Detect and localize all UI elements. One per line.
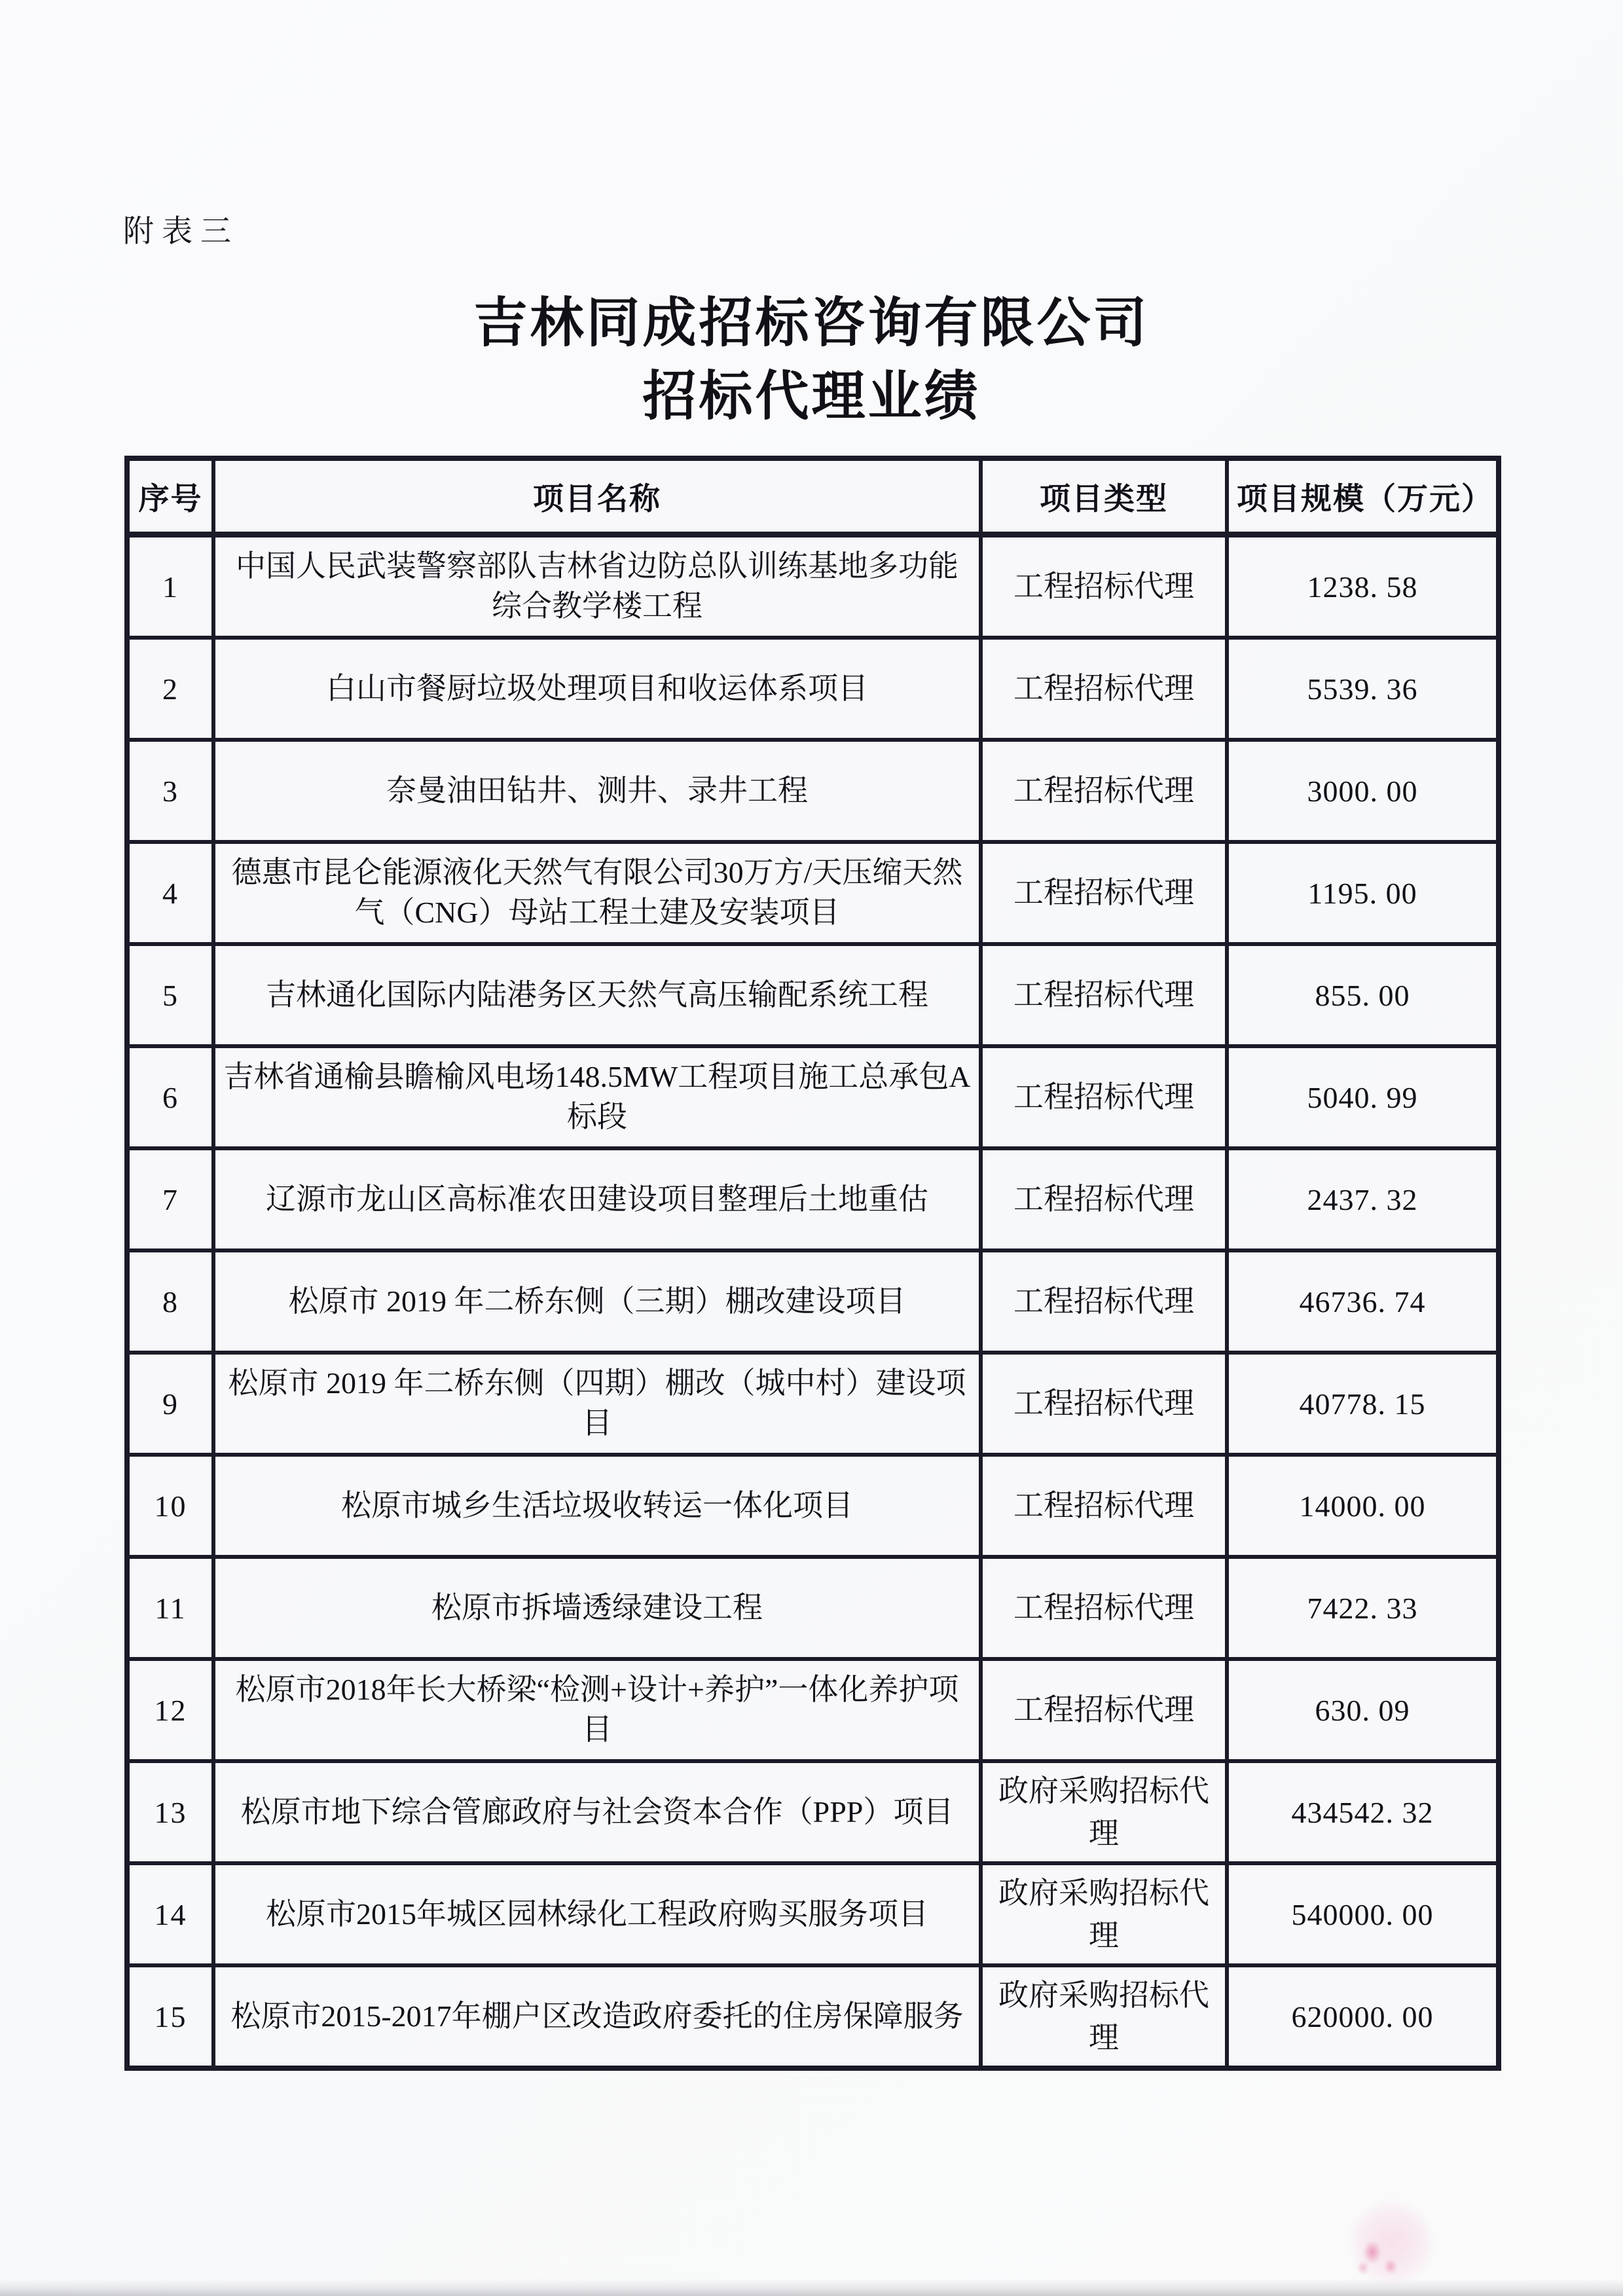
cell-project-name: 吉林通化国际内陆港务区天然气高压输配系统工程	[213, 944, 981, 1046]
cell-index: 3	[127, 740, 213, 842]
cell-project-type: 工程招标代理	[981, 842, 1227, 944]
cell-project-scale: 14000. 00	[1227, 1455, 1499, 1557]
cell-project-name: 松原市2015年城区园林绿化工程政府购买服务项目	[213, 1863, 981, 1965]
cell-project-type: 工程招标代理	[981, 1557, 1227, 1659]
column-header-index: 序号	[127, 458, 213, 535]
cell-project-scale: 434542. 32	[1227, 1761, 1499, 1863]
cell-project-type: 工程招标代理	[981, 1455, 1227, 1557]
cell-project-scale: 1238. 58	[1227, 535, 1499, 638]
cell-index: 5	[127, 944, 213, 1046]
table-header-row	[127, 458, 1499, 535]
cell-project-type: 工程招标代理	[981, 1659, 1227, 1761]
cell-project-type: 工程招标代理	[981, 1250, 1227, 1353]
table-row	[127, 1557, 1499, 1659]
table-body	[127, 535, 1499, 2069]
column-header-project-scale: 项目规模（万元）	[1227, 458, 1499, 535]
attachment-label: 附表三	[123, 215, 239, 249]
table-row	[127, 1965, 1499, 2068]
cell-project-name: 松原市 2019 年二桥东侧（四期）棚改（城中村）建设项目	[213, 1353, 981, 1455]
cell-project-scale: 540000. 00	[1227, 1863, 1499, 1965]
cell-project-scale: 620000. 00	[1227, 1965, 1499, 2068]
cell-project-type: 政府采购招标代理	[981, 1965, 1227, 2068]
cell-project-name: 松原市城乡生活垃圾收转运一体化项目	[213, 1455, 981, 1557]
cell-project-type: 工程招标代理	[981, 1046, 1227, 1148]
cell-index: 6	[127, 1046, 213, 1148]
cell-project-name: 德惠市昆仑能源液化天然气有限公司30万方/天压缩天然气（CNG）母站工程土建及安装项目	[213, 842, 981, 944]
table-row	[127, 1148, 1499, 1250]
cell-project-name: 吉林省通榆县瞻榆风电场148.5MW工程项目施工总承包A标段	[213, 1046, 981, 1148]
table-row	[127, 740, 1499, 842]
cell-project-name: 松原市地下综合管廊政府与社会资本合作（PPP）项目	[213, 1761, 981, 1863]
cell-index: 15	[127, 1965, 213, 2068]
table-row	[127, 1455, 1499, 1557]
cell-project-scale: 7422. 33	[1227, 1557, 1499, 1659]
cell-project-scale: 3000. 00	[1227, 740, 1499, 842]
cell-project-scale: 40778. 15	[1227, 1353, 1499, 1455]
cell-index: 9	[127, 1353, 213, 1455]
column-header-project-name: 项目名称	[213, 458, 981, 535]
cell-project-name: 中国人民武装警察部队吉林省边防总队训练基地多功能综合教学楼工程	[213, 535, 981, 638]
cell-project-type: 工程招标代理	[981, 535, 1227, 638]
table-row	[127, 1761, 1499, 1863]
cell-project-scale: 855. 00	[1227, 944, 1499, 1046]
cell-project-type: 工程招标代理	[981, 740, 1227, 842]
cell-project-type: 工程招标代理	[981, 1148, 1227, 1250]
cell-project-scale: 5539. 36	[1227, 638, 1499, 740]
cell-project-name: 奈曼油田钻井、测井、录井工程	[213, 740, 981, 842]
cell-index: 8	[127, 1250, 213, 1353]
cell-index: 14	[127, 1863, 213, 1965]
cell-project-name: 松原市拆墙透绿建设工程	[213, 1557, 981, 1659]
cell-project-scale: 46736. 74	[1227, 1250, 1499, 1353]
cell-project-scale: 1195. 00	[1227, 842, 1499, 944]
document-title-line1: 吉林同成招标咨询有限公司	[473, 293, 1150, 353]
table-row	[127, 842, 1499, 944]
cell-project-name: 白山市餐厨垃圾处理项目和收运体系项目	[213, 638, 981, 740]
cell-project-type: 工程招标代理	[981, 1353, 1227, 1455]
cell-project-name: 松原市2015-2017年棚户区改造政府委托的住房保障服务	[213, 1965, 981, 2068]
cell-project-name: 松原市2018年长大桥梁“检测+设计+养护”一体化养护项目	[213, 1659, 981, 1761]
table-row	[127, 535, 1499, 638]
cell-index: 1	[127, 535, 213, 638]
scan-bottom-edge-shadow	[0, 2279, 1623, 2296]
performance-table	[124, 456, 1501, 2071]
cell-project-type: 工程招标代理	[981, 944, 1227, 1046]
table-row	[127, 1659, 1499, 1761]
table-row	[127, 1863, 1499, 1965]
cell-index: 7	[127, 1148, 213, 1250]
cell-project-name: 辽源市龙山区高标准农田建设项目整理后土地重估	[213, 1148, 981, 1250]
cell-index: 12	[127, 1659, 213, 1761]
table-row	[127, 1046, 1499, 1148]
cell-project-type: 政府采购招标代理	[981, 1761, 1227, 1863]
cell-index: 11	[127, 1557, 213, 1659]
table-row	[127, 944, 1499, 1046]
document-title	[0, 287, 1623, 433]
cell-project-name: 松原市 2019 年二桥东侧（三期）棚改建设项目	[213, 1250, 981, 1353]
cell-project-scale: 5040. 99	[1227, 1046, 1499, 1148]
cell-project-scale: 630. 09	[1227, 1659, 1499, 1761]
cell-project-type: 政府采购招标代理	[981, 1863, 1227, 1965]
table-row	[127, 1353, 1499, 1455]
cell-project-type: 工程招标代理	[981, 638, 1227, 740]
column-header-project-type: 项目类型	[981, 458, 1227, 535]
table-row	[127, 1250, 1499, 1353]
document-title-line2: 招标代理业绩	[642, 367, 981, 426]
cell-project-scale: 2437. 32	[1227, 1148, 1499, 1250]
table-row	[127, 638, 1499, 740]
cell-index: 13	[127, 1761, 213, 1863]
cell-index: 10	[127, 1455, 213, 1557]
cell-index: 4	[127, 842, 213, 944]
cell-index: 2	[127, 638, 213, 740]
